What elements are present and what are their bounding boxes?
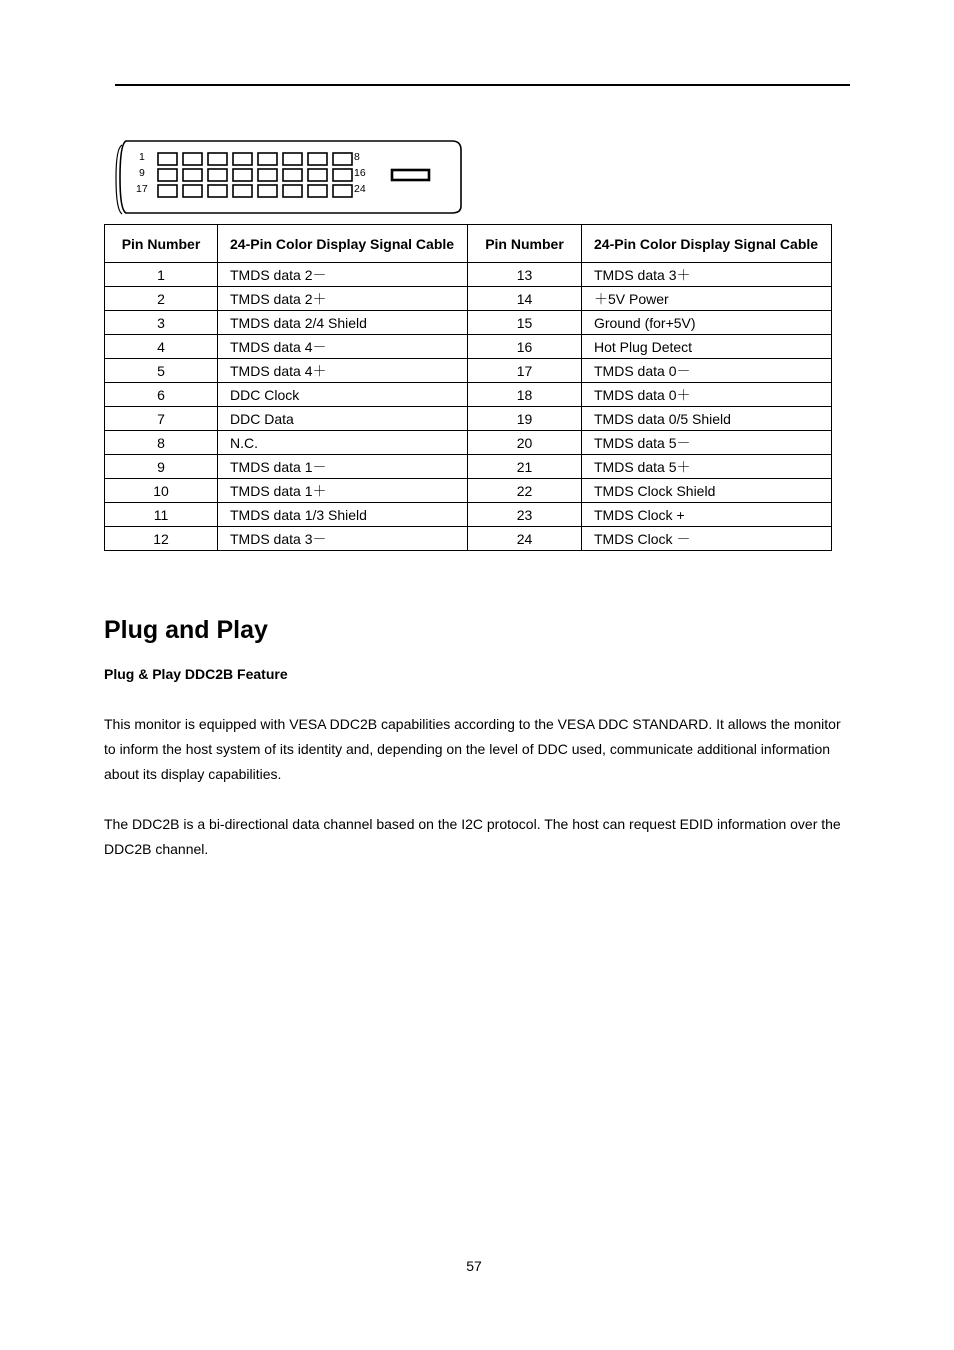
pin-contact xyxy=(208,169,227,181)
pin-contact xyxy=(208,185,227,197)
pin-number-cell: 11 xyxy=(105,503,218,527)
pin-number-cell: 20 xyxy=(468,431,582,455)
pin-contact xyxy=(333,185,352,197)
table-row xyxy=(105,527,832,551)
pin-number-cell: 10 xyxy=(105,479,218,503)
pin-number-cell: 1 xyxy=(105,263,218,287)
pin-contact xyxy=(183,185,202,197)
table-row xyxy=(105,455,832,479)
pin-number-cell: 8 xyxy=(105,431,218,455)
signal-cell: TMDS data 3＋ xyxy=(582,263,832,287)
pin-number-cell: 18 xyxy=(468,383,582,407)
pin-table-body xyxy=(105,263,832,551)
pin-number-cell: 13 xyxy=(468,263,582,287)
signal-cell: TMDS data 2－ xyxy=(218,263,468,287)
header-rule xyxy=(115,84,850,86)
pin-contact xyxy=(283,185,302,197)
pin-contact xyxy=(183,169,202,181)
pin-number-cell: 5 xyxy=(105,359,218,383)
pin-number-cell: 9 xyxy=(105,455,218,479)
signal-cell: TMDS data 4－ xyxy=(218,335,468,359)
pin-contact xyxy=(308,169,327,181)
signal-cell: TMDS Clock － xyxy=(582,527,832,551)
pin-number-cell: 15 xyxy=(468,311,582,335)
signal-cell: TMDS data 2/4 Shield xyxy=(218,311,468,335)
page-number: 57 xyxy=(466,1258,482,1274)
pin-assignment-table xyxy=(104,224,832,551)
signal-cell: TMDS data 3－ xyxy=(218,527,468,551)
pin-number-cell: 4 xyxy=(105,335,218,359)
signal-cell: TMDS Clock Shield xyxy=(582,479,832,503)
signal-cell: DDC Clock xyxy=(218,383,468,407)
row-label-right-16: 16 xyxy=(354,167,366,179)
signal-cell: TMDS data 5＋ xyxy=(582,455,832,479)
pin-number-cell: 19 xyxy=(468,407,582,431)
pin-contact xyxy=(183,153,202,165)
pin-number-cell: 23 xyxy=(468,503,582,527)
table-row xyxy=(105,263,832,287)
row-label-left-17: 17 xyxy=(136,183,148,195)
pin-contact xyxy=(233,169,252,181)
signal-cell: TMDS data 0－ xyxy=(582,359,832,383)
flat-blade-contact xyxy=(392,170,429,180)
paragraph: The DDC2B is a bi-directional data channel based on the I2C protocol. The host can request EDID information over the DDC2B channel. xyxy=(104,816,841,857)
row-label-right-8: 8 xyxy=(354,151,360,163)
pin-number-cell: 14 xyxy=(468,287,582,311)
header-signal: 24-Pin Color Display Signal Cable xyxy=(582,225,832,263)
pin-number-cell: 2 xyxy=(105,287,218,311)
signal-cell: TMDS data 2＋ xyxy=(218,287,468,311)
table-row xyxy=(105,383,832,407)
pin-contact xyxy=(283,169,302,181)
pin-contact xyxy=(158,153,177,165)
pin-contact xyxy=(258,185,277,197)
signal-cell: N.C. xyxy=(218,431,468,455)
signal-cell: TMDS data 1－ xyxy=(218,455,468,479)
signal-cell: DDC Data xyxy=(218,407,468,431)
section-title: Plug and Play xyxy=(104,616,268,644)
connector-outline-outer xyxy=(120,141,461,213)
table-row xyxy=(105,431,832,455)
pin-number-cell: 22 xyxy=(468,479,582,503)
row-label-left-9: 9 xyxy=(139,167,145,179)
signal-cell: TMDS data 1＋ xyxy=(218,479,468,503)
pin-contact xyxy=(233,153,252,165)
pin-grid xyxy=(158,153,352,197)
table-row xyxy=(105,407,832,431)
pin-contact xyxy=(283,153,302,165)
header-pin-number: Pin Number xyxy=(105,225,218,263)
pin-number-cell: 3 xyxy=(105,311,218,335)
pin-contact xyxy=(258,169,277,181)
signal-cell: TMDS Clock + xyxy=(582,503,832,527)
table-row xyxy=(105,359,832,383)
pin-number-cell: 21 xyxy=(468,455,582,479)
signal-cell: ＋5V Power xyxy=(582,287,832,311)
row-label-left-1: 1 xyxy=(139,151,145,163)
section-subtitle: Plug & Play DDC2B Feature xyxy=(104,666,288,682)
table-row xyxy=(105,335,832,359)
pin-contact xyxy=(208,153,227,165)
pin-number-cell: 12 xyxy=(105,527,218,551)
signal-cell: TMDS data 0/5 Shield xyxy=(582,407,832,431)
pin-contact xyxy=(158,169,177,181)
dvi-connector-diagram xyxy=(112,138,464,216)
pin-number-cell: 17 xyxy=(468,359,582,383)
pin-contact xyxy=(333,169,352,181)
signal-cell: TMDS data 1/3 Shield xyxy=(218,503,468,527)
header-signal: 24-Pin Color Display Signal Cable xyxy=(218,225,468,263)
pin-number-cell: 24 xyxy=(468,527,582,551)
pin-contact xyxy=(233,185,252,197)
signal-cell: TMDS data 5－ xyxy=(582,431,832,455)
table-row xyxy=(105,479,832,503)
signal-cell: TMDS data 4＋ xyxy=(218,359,468,383)
row-label-right-24: 24 xyxy=(354,183,366,195)
header-pin-number: Pin Number xyxy=(468,225,582,263)
pin-number-cell: 6 xyxy=(105,383,218,407)
pin-contact xyxy=(308,185,327,197)
pin-contact xyxy=(308,153,327,165)
signal-cell: Hot Plug Detect xyxy=(582,335,832,359)
pin-contact xyxy=(158,185,177,197)
signal-cell: TMDS data 0＋ xyxy=(582,383,832,407)
pin-contact xyxy=(258,153,277,165)
table-row xyxy=(105,503,832,527)
pin-contact xyxy=(333,153,352,165)
signal-cell: Ground (for+5V) xyxy=(582,311,832,335)
table-row xyxy=(105,287,832,311)
table-row xyxy=(105,311,832,335)
table-header-row xyxy=(105,225,832,263)
paragraph: This monitor is equipped with VESA DDC2B capabilities according to the VESA DDC STANDARD. It allows the monitor to inform the host system of its identity and, depending on the level of DDC used, communicate additional information about its display capabilities. xyxy=(104,716,841,782)
pin-number-cell: 16 xyxy=(468,335,582,359)
pin-number-cell: 7 xyxy=(105,407,218,431)
